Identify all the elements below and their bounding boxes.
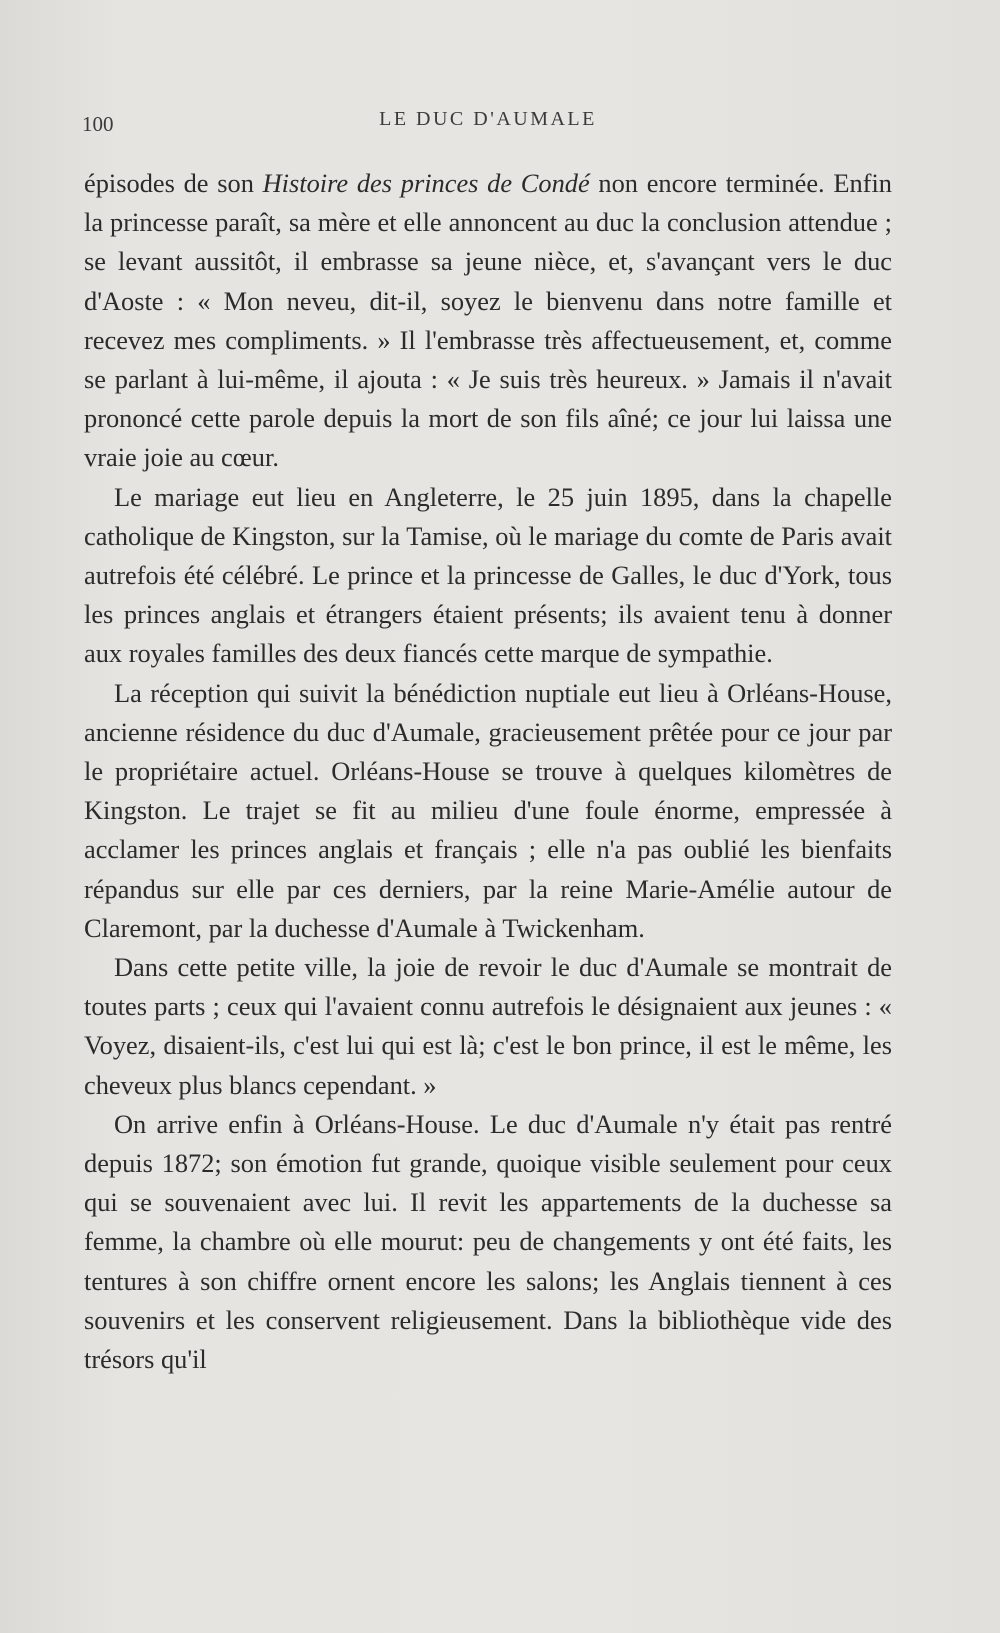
paragraph-3: La réception qui suivit la bénédiction nuptiale eut lieu à Orléans-House, ancienne résidence du duc d'Aumale, gracieusement prêtée pour ce jour par le propriétaire actuel. Orléans-House se trouve à quelques kilomètres de Kingston. Le trajet se fit au milieu d'une foule énorme, empressée à acclamer les princes anglais et français ; elle n'a pas oublié les bienfaits répandus sur elle par ces derniers, par la reine Marie-Amélie autour de Claremont, par la duchesse d'Aumale à Twickenham. (84, 677, 892, 943)
paragraph-4: Dans cette petite ville, la joie de revoir le duc d'Aumale se montrait de toutes parts ; ceux qui l'avaient connu autrefois le désignaient aux jeunes : « Voyez, disaient-ils, c'est lui qui est là; c'est le bon prince, il est le même, les cheveux plus blancs cependant. » (84, 952, 892, 1100)
book-title-italic: Histoire des princes de Condé (262, 168, 590, 198)
running-head (84, 104, 892, 140)
page-number: 100 (82, 112, 114, 136)
book-page (84, 104, 892, 1604)
paragraph-1 (84, 164, 892, 478)
paragraph-1-rest: non encore terminée. Enfin la princesse paraît, sa mère et elle annoncent au duc la conclusion attendue ; se levant aussitôt, il embrasse sa jeune nièce, et, s'avançant vers le duc d'Aoste : « Mon neveu, dit-il, soyez le bienvenu dans notre famille et recevez mes compliments. » Il l'embrasse très affectueusement, et, comme se parlant à lui-même, il ajouta : « Je suis très heureux. » Jamais il n'avait prononcé cette parole depuis la mort de son fils aîné; ce jour lui laissa une vraie joie au cœur. (84, 168, 892, 473)
body-text (84, 164, 892, 1379)
running-title: LE DUC D'AUMALE (379, 108, 597, 130)
paragraph-1-start: épisodes de son (84, 168, 263, 198)
paragraph-5: On arrive enfin à Orléans-House. Le duc d'Aumale n'y était pas rentré depuis 1872; son émotion fut grande, quoique visible seulement pour ceux qui se souvenaient avec lui. Il revit les appartements de la duchesse sa femme, la chambre où elle mourut: peu de changements y ont été faits, les tentures à son chiffre ornent encore les salons; les Anglais tiennent à ces souvenirs et les conservent religieusement. Dans la bibliothèque vide des trésors qu'il (84, 1108, 892, 1375)
paragraph-2: Le mariage eut lieu en Angleterre, le 25 juin 1895, dans la chapelle catholique de Kingston, sur la Tamise, où le mariage du comte de Paris avait autrefois été célébré. Le prince et la princesse de Galles, le duc d'York, tous les princes anglais et étrangers étaient présents; ils avaient tenu à donner aux royales familles des deux fiancés cette marque de sympathie. (84, 481, 892, 669)
